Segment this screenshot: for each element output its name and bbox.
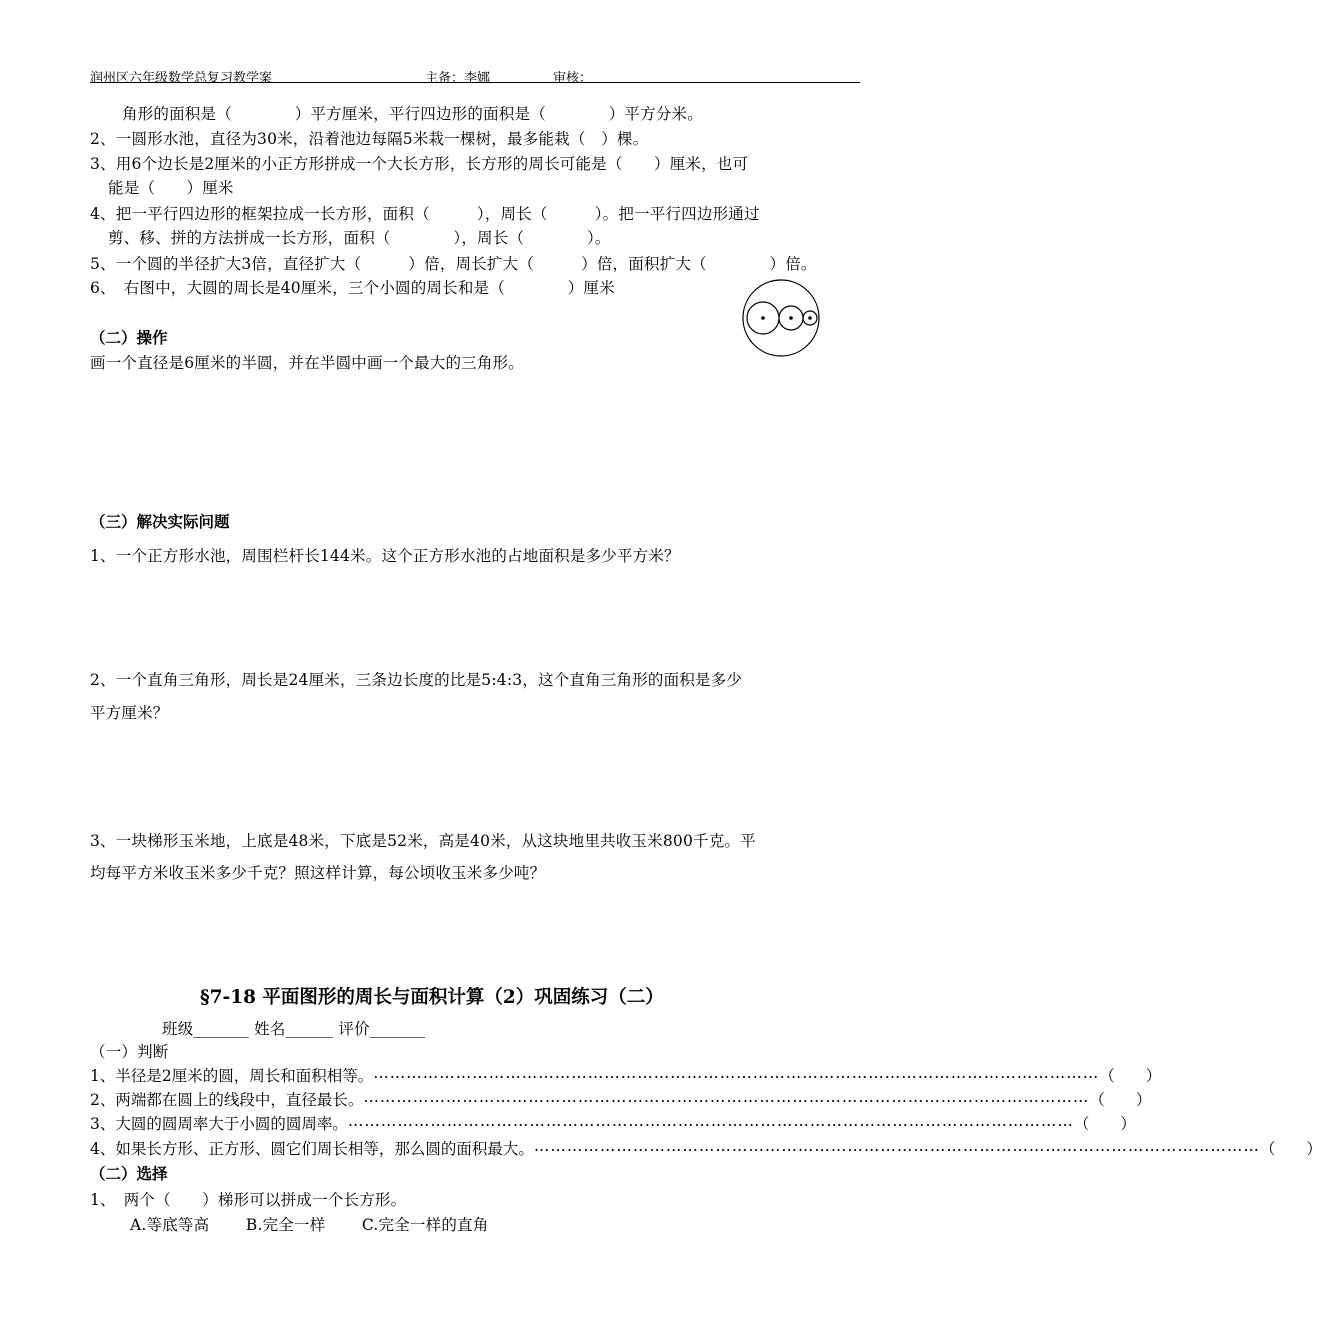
practical-q1: 1、一个正方形水池，周围栏杆长144米。这个正方形水池的占地面积是多少平方米？ (90, 547, 680, 565)
practical-q2-line2: 平方厘米？ (90, 704, 169, 722)
judge-item-2 (90, 1088, 1152, 1110)
judge-item-3 (90, 1112, 1136, 1134)
large-circle (743, 280, 819, 356)
judge-item-3-text: 3、大圆的圆周率大于小圆的圆周率。 (90, 1115, 348, 1133)
header-rule (90, 82, 860, 83)
section2-title: §7-18 平面图形的周长与面积计算（2）巩固练习（二） (200, 987, 664, 1008)
answer-parens: （ ） (1073, 1115, 1136, 1133)
leader-dots: …………………………………………………………………………………………………………………… (533, 1137, 1260, 1155)
leader-dots: …………………………………………………………………………………………………………………… (373, 1064, 1100, 1082)
answer-parens: （ ） (1089, 1091, 1152, 1109)
leader-dots: …………………………………………………………………………………………………………………… (363, 1088, 1090, 1106)
center-dot-1 (761, 316, 765, 320)
judge-item-4-text: 4、如果长方形、正方形、圆它们周长相等，那么圆的面积最大。 (90, 1140, 534, 1158)
center-dot-3 (808, 316, 812, 320)
fill-line-8: 6、 右图中，大圆的周长是40厘米，三个小圆的周长和是（ ）厘米 (90, 279, 615, 297)
judge-item-1-text: 1、半径是2厘米的圆，周长和面积相等。 (90, 1067, 374, 1085)
leader-dots: …………………………………………………………………………………………………………………… (347, 1112, 1074, 1130)
answer-parens: （ ） (1099, 1067, 1162, 1085)
judge-item-1 (90, 1064, 1162, 1086)
answer-parens: （ ） (1259, 1140, 1322, 1158)
practical-title: （三）解决实际问题 (90, 512, 230, 531)
fill-line-3: 3、用6个边长是2厘米的小正方形拼成一个大长方形，长方形的周长可能是（ ）厘米，也可 (90, 155, 749, 173)
operation-title: （二）操作 (90, 328, 168, 347)
choice-q1: 1、 两个（ ）梯形可以拼成一个长方形。 (90, 1191, 407, 1209)
judge-title: （一）判断 (90, 1043, 169, 1061)
judge-item-2-text: 2、两端都在圆上的线段中，直径最长。 (90, 1091, 364, 1109)
fill-line-5: 4、把一平行四边形的框架拉成一长方形，面积（ ），周长（ ）。把一平行四边形通过 (90, 205, 760, 223)
circles-figure (740, 278, 826, 358)
judge-item-4 (90, 1137, 1322, 1159)
choice-q1-options: A.等底等高 B.完全一样 C.完全一样的直角 (130, 1216, 489, 1234)
fill-line-4: 能是（ ）厘米 (108, 179, 234, 197)
fill-line-1: 角形的面积是（ ）平方厘米，平行四边形的面积是（ ）平方分米。 (122, 105, 703, 123)
header-school: 润州区六年级数学总复习教学案 (90, 71, 273, 86)
header-preparer: 主备：李娜 (425, 71, 491, 86)
center-dot-2 (789, 316, 793, 320)
fill-line-7: 5、一个圆的半径扩大3倍，直径扩大（ ）倍，周长扩大（ ）倍，面积扩大（ ）倍。 (90, 255, 817, 273)
student-info: 班级_______ 姓名______ 评价_______ (162, 1020, 426, 1038)
fill-line-6: 剪、移、拼的方法拼成一长方形，面积（ ），周长（ ）。 (108, 229, 611, 247)
fill-line-2: 2、一圆形水池，直径为30米，沿着池边每隔5米栽一棵树，最多能栽（ ）棵。 (90, 130, 649, 148)
practical-q3-line2: 均每平方米收玉米多少千克？照这样计算，每公顷收玉米多少吨？ (90, 864, 546, 882)
header-reviewer: 审核： (553, 71, 593, 86)
operation-text: 画一个直径是6厘米的半圆，并在半圆中画一个最大的三角形。 (90, 354, 524, 372)
practical-q3-line1: 3、一块梯形玉米地，上底是48米，下底是52米，高是40米，从这块地里共收玉米800千克。平 (90, 832, 756, 850)
choice-title: （二）选择 (90, 1164, 168, 1183)
practical-q2-line1: 2、一个直角三角形，周长是24厘米，三条边长度的比是5:4:3，这个直角三角形的面积是多少 (90, 671, 743, 689)
